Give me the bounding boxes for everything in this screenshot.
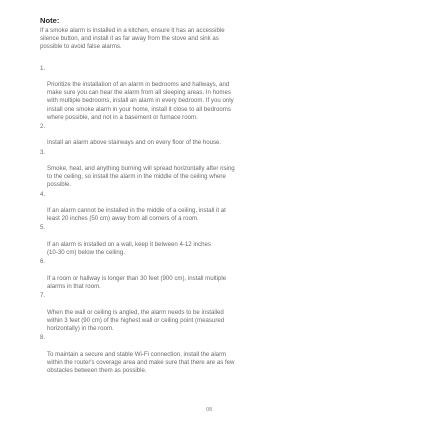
list-item <box>40 224 390 257</box>
list-item-number: 2. <box>40 123 46 131</box>
list-item <box>40 123 390 148</box>
document-page <box>40 16 390 376</box>
list-item-number: 6. <box>40 258 46 266</box>
list-item-number: 5. <box>40 224 46 232</box>
list-item-text: If a room or hallway is longer than 30 feet (900 cm), install multiple alarms in that room. <box>47 274 227 290</box>
list-item <box>40 65 390 122</box>
list-item-number: 7. <box>40 292 46 300</box>
list-item <box>40 149 390 190</box>
list-item-text: When the wall or ceiling is angled, the alarm needs to be installed within 3 feet (90 cm) of the highest wall or ceiling point (measured horizontally) in the room. <box>47 308 225 332</box>
list-item-text: To maintain a secure and stable Wi-Fi connection, install the alarm within the router's coverage area and make sure that there are as few obstacles between them as possible. <box>47 350 235 374</box>
list-item <box>40 191 390 224</box>
list-item-number: 8. <box>40 334 46 342</box>
list-item <box>40 258 390 291</box>
list-item-text: If an alarm cannot be installed in the middle of a ceiling, install it at least 20 inches (50 cm) away from all corners of a room. <box>47 207 226 223</box>
page-number: 08 <box>206 407 213 413</box>
list-item-number: 1. <box>40 64 46 72</box>
list-item-text: If an alarm is installed on a wall, keep it between 4-12 inches (10-30 cm) below the ceiling. <box>47 240 211 257</box>
installation-guidelines-list <box>40 65 390 376</box>
list-item <box>40 334 390 375</box>
note-text: If a smoke alarm is installed in a kitchen, ensure it has an accessible silence button, and install it as far away from the stove and sink as possible to avoid false alarms. <box>40 27 225 51</box>
list-item-number: 4. <box>40 190 46 198</box>
note-heading: Note: <box>40 16 60 25</box>
list-item-text: Smoke, heat, and anything burning will spread horizontally after rising to the ceiling, so install the alarm in the middle of the ceiling where possible. <box>47 165 235 189</box>
list-item-number: 3. <box>40 148 46 156</box>
list-item-text: Install an alarm above stairways and on every floor of the house. <box>47 139 222 147</box>
list-item-text: Prioritize the installation of an alarm in bedrooms and hallways, and make sure you can hear the alarm from all sleeping areas. In homes with multiple bedrooms, install an alarm in every bedroom. If you only install one smoke alarm in your home, install it close to all bedrooms where possible, and not in a basement or furnace room. <box>47 81 234 121</box>
list-item <box>40 292 390 333</box>
